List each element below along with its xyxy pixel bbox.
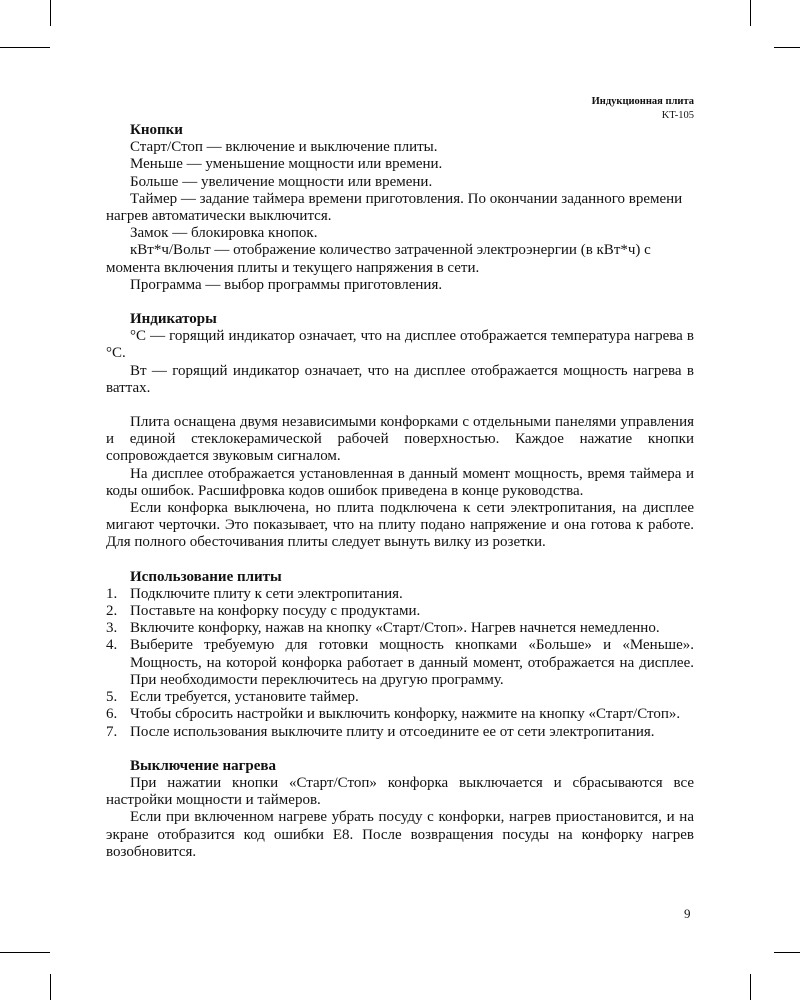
page-content: [106, 122, 694, 861]
button-item: Программа — выбор программы приготовления.: [130, 276, 443, 293]
usage-step: 7. После использования выключите плиту и отсоедините ее от сети электропитания.: [106, 723, 655, 740]
crop-mark: [750, 974, 751, 1000]
buttons-heading: Кнопки: [130, 122, 183, 138]
button-item: Таймер — задание таймера времени приготовления. По окончании заданного времени нагрев автоматически выключится.: [106, 190, 683, 225]
shutdown-paragraph: При нажатии кнопки «Старт/Стоп» конфорка выключается и сбрасываются все настройки мощности и таймеров.: [106, 774, 694, 809]
header-model: KT-105: [661, 110, 694, 121]
indicator-item: °C — горящий индикатор означает, что на дисплее отображается температура нагрева в °C.: [106, 328, 694, 362]
crop-mark: [0, 47, 50, 48]
usage-step: 6. Чтобы сбросить настройки и выключить конфорку, нажмите на кнопку «Старт/Стоп».: [106, 706, 681, 723]
crop-mark: [50, 0, 51, 26]
button-item: кВт*ч/Вольт — отображение количество затраченной электроэнергии (в кВт*ч) с момента включения плиты и текущего напряжения в сети.: [106, 242, 651, 276]
shutdown-heading: Выключение нагрева: [130, 757, 277, 774]
button-item: Меньше — уменьшение мощности или времени.: [130, 156, 443, 173]
crop-mark: [0, 952, 50, 953]
indicators-heading: Индикаторы: [130, 311, 217, 328]
indicator-item: Вт — горящий индикатор означает, что на дисплее отображается мощность нагрева в ваттах.: [106, 362, 694, 396]
button-item: Старт/Стоп — включение и выключение плиты.: [130, 139, 438, 156]
usage-section: [106, 569, 694, 741]
description-section: [106, 414, 694, 552]
crop-mark: [774, 952, 800, 953]
crop-mark: [50, 974, 51, 1000]
usage-step: 2. Поставьте на конфорку посуду с продуктами.: [106, 603, 421, 620]
usage-step: 4. Выберите требуемую для готовки мощность кнопками «Больше» и «Меньше». Мощность, на которой конфорка работает в данный момент, отображается на дисплее. При необходимости переключитесь на другую программу.: [106, 637, 694, 688]
description-paragraph: На дисплее отображается установленная в данный момент мощность, время таймера и коды ошибок. Расшифровка кодов ошибок приведена в конце руководства.: [106, 465, 694, 499]
usage-steps: [106, 586, 694, 741]
shutdown-section: [106, 758, 694, 861]
usage-step: 1. Подключите плиту к сети электропитания.: [106, 585, 403, 602]
running-header: [592, 95, 694, 123]
indicators-section: [106, 311, 694, 397]
shutdown-paragraph: Если при включенном нагреве убрать посуду с конфорки, нагрев приостановится, и на экране отобразится код ошибки E8. После возвращения посуды на конфорку нагрев возобновится.: [106, 809, 694, 860]
button-item: Замок — блокировка кнопок.: [130, 225, 318, 242]
button-item: Больше — увеличение мощности или времени.: [130, 173, 433, 190]
buttons-section: [106, 122, 694, 294]
crop-mark: [774, 47, 800, 48]
header-title: Индукционная плита: [591, 96, 694, 107]
page-number: 9: [684, 906, 691, 921]
usage-heading: Использование плиты: [130, 568, 282, 585]
usage-step: 3. Включите конфорку, нажав на кнопку «Старт/Стоп». Нагрев начнется немедленно.: [106, 620, 660, 637]
crop-mark: [750, 0, 751, 26]
usage-step: 5. Если требуется, установите таймер.: [106, 689, 359, 706]
description-paragraph: Если конфорка выключена, но плита подключена к сети электропитания, на дисплее мигают черточки. Это показывает, что на плиту подано напряжение и она готова к работе. Для полного обесточивания плиты следует вынуть вилку из розетки.: [106, 500, 694, 551]
description-paragraph: Плита оснащена двумя независимыми конфорками с отдельными панелями управления и единой стеклокерамической рабочей поверхностью. Каждое нажатие кнопки сопровождается звуковым сигналом.: [106, 414, 694, 465]
